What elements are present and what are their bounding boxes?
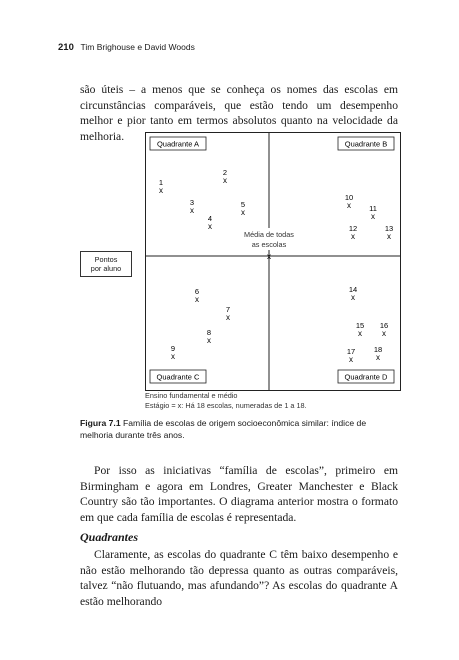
school-mark-7: x xyxy=(226,313,230,322)
school-number-8: 8 xyxy=(206,328,212,337)
school-number-16: 16 xyxy=(379,321,389,330)
quadrant-a-label: Quadrante A xyxy=(156,139,200,149)
school-mark-2: x xyxy=(223,176,227,185)
paragraph-quadrants: Claramente, as escolas do quadrante C têm baixo desempenho e não estão melhorando tão depressa quanto as outras comparáveis, talvez “não flutuando, mas afundando”? As escolas do quadrante A estão melhorando xyxy=(80,548,398,608)
school-mark-5: x xyxy=(241,208,245,217)
running-header-authors: Tim Brighouse e David Woods xyxy=(80,42,195,52)
school-number-13: 13 xyxy=(384,224,394,233)
school-number-7: 7 xyxy=(225,305,231,314)
diagram-frame xyxy=(146,133,401,391)
school-number-9: 9 xyxy=(170,344,176,353)
paragraph-intro: são úteis – a menos que se conheça os nomes das escolas em circunstâncias comparáveis, que estão tendo um desempenho melhor e pior tanto em termos absolutos quanto na velocidade da melhoria. xyxy=(80,83,398,143)
page-number: 210 xyxy=(58,42,74,53)
y-axis-label-line1: Pontos xyxy=(94,255,118,264)
school-mark-12: x xyxy=(351,232,355,241)
school-number-12: 12 xyxy=(348,224,358,233)
school-mark-16: x xyxy=(382,329,386,338)
paragraph-families: Por isso as iniciativas “família de escolas”, primeiro em Birmingham e agora em Londres, Greater Manchester e Black Country são tão importantes. O diagrama anterior mostra o formato em que cada família de escolas é representada. xyxy=(80,464,398,524)
school-marks xyxy=(159,168,393,364)
school-mark-17: x xyxy=(349,355,353,364)
school-number-5: 5 xyxy=(240,200,246,209)
center-label-line1: Média de todas xyxy=(244,230,294,239)
school-number-17: 17 xyxy=(346,347,356,356)
school-number-18: 18 xyxy=(373,345,383,354)
school-number-4: 4 xyxy=(207,214,213,223)
school-number-14: 14 xyxy=(348,285,358,294)
school-number-11: 11 xyxy=(369,204,377,213)
school-mark-13: x xyxy=(387,232,391,241)
school-mark-11: x xyxy=(371,212,375,221)
diagram-notes xyxy=(145,391,307,411)
y-axis-label-line2: por aluno xyxy=(90,264,122,273)
school-mark-15: x xyxy=(358,329,362,338)
school-number-3: 3 xyxy=(189,198,195,207)
school-mark-8: x xyxy=(207,336,211,345)
school-number-2: 2 xyxy=(222,168,228,177)
figure-label: Figura 7.1 xyxy=(80,418,121,428)
diagram-note: Estágio = x: Há 18 escolas, numeradas de 1 a 18. xyxy=(145,401,307,410)
school-number-15: 15 xyxy=(355,321,365,330)
school-mark-3: x xyxy=(190,206,194,215)
quadrant-b-label: Quadrante B xyxy=(344,139,388,149)
school-mark-14: x xyxy=(351,293,355,302)
school-mark-4: x xyxy=(208,222,212,231)
center-mark: x xyxy=(267,252,271,261)
quadrant-diagram xyxy=(145,132,401,392)
y-axis-label-box xyxy=(80,251,132,277)
section-heading: Quadrantes xyxy=(80,530,139,544)
school-number-1: 1 xyxy=(158,178,164,187)
x-axis-label: Ensino fundamental e médio xyxy=(145,391,238,400)
quadrant-d-label: Quadrante D xyxy=(344,372,388,382)
school-mark-1: x xyxy=(159,186,163,195)
school-mark-9: x xyxy=(171,352,175,361)
school-number-10: 10 xyxy=(344,193,354,202)
school-mark-18: x xyxy=(376,353,380,362)
quadrant-c-label: Quadrante C xyxy=(156,372,200,382)
running-header xyxy=(58,42,195,53)
school-number-6: 6 xyxy=(194,287,200,296)
center-label-line2: as escolas xyxy=(251,240,287,249)
figure-caption xyxy=(80,418,398,441)
school-mark-10: x xyxy=(347,201,351,210)
school-mark-6: x xyxy=(195,295,199,304)
figure-caption-text: Família de escolas de origem socioeconômica similar: índice de melhoria durante três anos. xyxy=(80,418,367,440)
